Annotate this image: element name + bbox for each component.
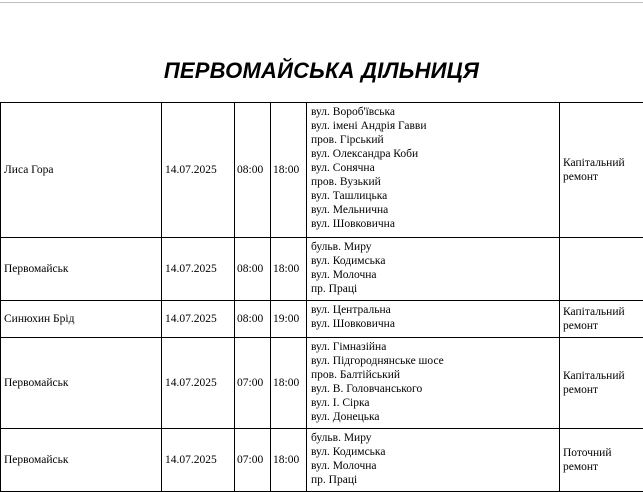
- locality-cell: Лиса Гора: [1, 103, 162, 238]
- work-type-line: Капітальний: [563, 157, 625, 169]
- street-item: вул. Ташлицька: [311, 190, 388, 202]
- street-item: вул. В. Головчанського: [311, 383, 423, 395]
- work-type-cell: [560, 238, 643, 301]
- top-divider: [0, 2, 643, 3]
- table-row: [1, 301, 643, 338]
- table-row: [1, 238, 643, 301]
- work-type-cell: [560, 103, 643, 238]
- street-item: бульв. Миру: [311, 241, 372, 253]
- start-time-cell: 08:00: [235, 301, 271, 338]
- street-item: вул. І. Сірка: [311, 397, 370, 409]
- street-item: вул. Молочна: [311, 460, 377, 472]
- streets-cell: [307, 103, 560, 238]
- end-time-cell: 18:00: [271, 429, 307, 492]
- locality-cell: Первомайськ: [1, 338, 162, 429]
- start-time-cell: 07:00: [235, 338, 271, 429]
- date-cell: 14.07.2025: [162, 338, 235, 429]
- table-row: [1, 338, 643, 429]
- street-item: вул. імені Андрія Гавви: [311, 120, 427, 132]
- street-item: вул. Донецька: [311, 411, 380, 423]
- street-item: вул. Вороб'ївська: [311, 106, 396, 118]
- work-type-cell: [560, 429, 643, 492]
- street-item: вул. Центральна: [311, 304, 391, 316]
- work-type-line: ремонт: [563, 171, 599, 183]
- page-title: ПЕРВОМАЙСЬКА ДІЛЬНИЦЯ: [163, 58, 480, 83]
- streets-cell: [307, 301, 560, 338]
- street-item: пров. Балтійський: [311, 369, 401, 381]
- locality-cell: Первомайськ: [1, 429, 162, 492]
- date-cell: 14.07.2025: [162, 301, 235, 338]
- start-time-cell: 07:00: [235, 429, 271, 492]
- work-type-line: Поточний: [563, 447, 612, 459]
- streets-cell: [307, 429, 560, 492]
- street-item: вул. Мельнична: [311, 204, 389, 216]
- work-type-line: Капітальний: [563, 370, 625, 382]
- work-type-line: ремонт: [563, 320, 599, 332]
- date-cell: 14.07.2025: [162, 238, 235, 301]
- work-type-line: Капітальний: [563, 306, 625, 318]
- street-item: пров. Вузький: [311, 176, 381, 188]
- street-item: вул. Кодимська: [311, 446, 386, 458]
- table-row: [1, 103, 643, 238]
- street-item: пр. Праці: [311, 283, 358, 295]
- street-item: пров. Гірський: [311, 134, 384, 146]
- start-time-cell: 08:00: [235, 238, 271, 301]
- work-type-cell: [560, 338, 643, 429]
- street-item: вул. Гімназійна: [311, 341, 387, 353]
- street-item: вул. Сонячна: [311, 162, 375, 174]
- end-time-cell: 19:00: [271, 301, 307, 338]
- work-type-cell: [560, 301, 643, 338]
- end-time-cell: 18:00: [271, 338, 307, 429]
- street-item: вул. Підгороднянське шосе: [311, 355, 444, 367]
- locality-cell: Первомайськ: [1, 238, 162, 301]
- work-type-line: ремонт: [563, 384, 599, 396]
- end-time-cell: 18:00: [271, 238, 307, 301]
- date-cell: 14.07.2025: [162, 429, 235, 492]
- locality-cell: Синюхин Брід: [1, 301, 162, 338]
- street-item: бульв. Миру: [311, 432, 372, 444]
- date-cell: 14.07.2025: [162, 103, 235, 238]
- end-time-cell: 18:00: [271, 103, 307, 238]
- work-type-line: ремонт: [563, 461, 599, 473]
- street-item: вул. Шовковична: [311, 218, 395, 230]
- start-time-cell: 08:00: [235, 103, 271, 238]
- streets-cell: [307, 338, 560, 429]
- street-item: вул. Кодимська: [311, 255, 386, 267]
- street-item: вул. Молочна: [311, 269, 377, 281]
- streets-cell: [307, 238, 560, 301]
- table-row: [1, 429, 643, 492]
- street-item: пр. Праці: [311, 474, 358, 486]
- street-item: вул. Шовковична: [311, 318, 395, 330]
- street-item: вул. Олександра Коби: [311, 148, 419, 160]
- outage-schedule-table: [0, 102, 643, 492]
